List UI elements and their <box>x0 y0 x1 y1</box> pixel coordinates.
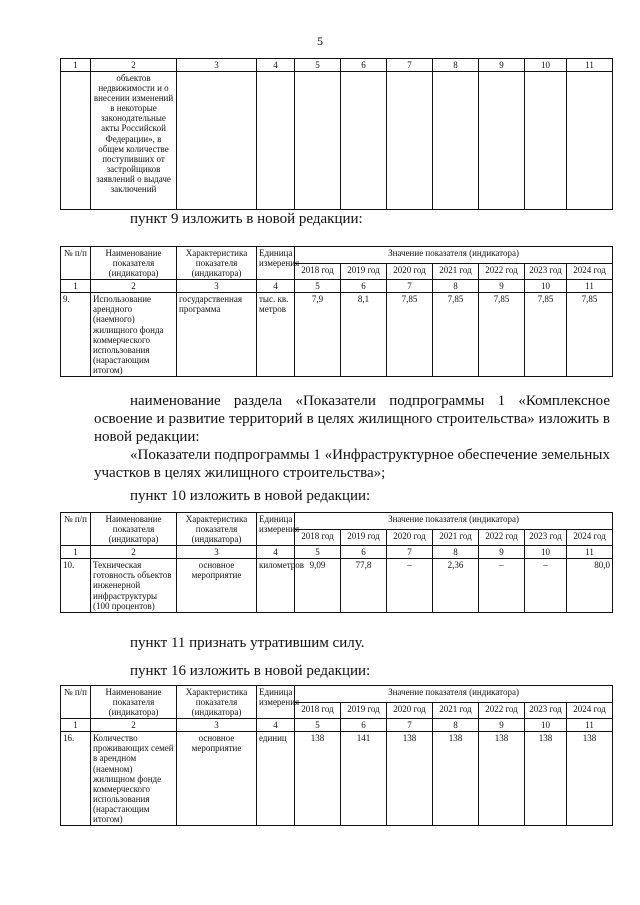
col-num: 3 <box>177 59 257 72</box>
header-year: 2021 год <box>433 529 479 546</box>
header-unit: Единица измерения <box>257 247 295 280</box>
col-num: 8 <box>433 280 479 293</box>
table-p9 <box>60 246 612 377</box>
col-num: 11 <box>567 719 613 732</box>
table-row <box>61 559 613 612</box>
value-cell: 2,36 <box>433 559 479 612</box>
indicator-characteristic: основное мероприятие <box>177 732 257 826</box>
value-cell: – <box>387 559 433 612</box>
header-year: 2022 год <box>479 702 525 719</box>
col-num: 2 <box>91 280 177 293</box>
table-row <box>61 732 613 826</box>
value-cell: 7,85 <box>433 293 479 377</box>
value-cell: 9,09 <box>295 559 341 612</box>
col-num: 1 <box>61 59 91 72</box>
paragraph-section-new-title: «Показатели подпрограммы 1 «Инфраструктурное обеспечение земельных участков в целях жилищного строительства»; <box>94 447 610 481</box>
header-year: 2019 год <box>341 702 387 719</box>
value-cell: 7,9 <box>295 293 341 377</box>
header-characteristic: Характеристика показателя (индикатора) <box>177 513 257 546</box>
indicator-unit: единиц <box>257 732 295 826</box>
col-num: 7 <box>387 59 433 72</box>
header-value-group: Значение показателя (индикатора) <box>295 513 613 530</box>
value-cell: 7,85 <box>525 293 567 377</box>
indicator-name: объектов недвижимости и о внесении изменений в некоторые законодательные акты Российской Федерации», в общем количестве поступивших от застройщиков заявлений о выдаче заключений <box>91 72 177 210</box>
page-number: 5 <box>317 34 323 48</box>
col-num: 6 <box>341 280 387 293</box>
header-year: 2019 год <box>341 529 387 546</box>
header-no: № п/п <box>61 686 91 719</box>
row-no: 9. <box>61 293 91 377</box>
value-cell: 7,85 <box>567 293 613 377</box>
col-num: 8 <box>433 59 479 72</box>
indicator-characteristic: основное мероприятие <box>177 559 257 612</box>
header-characteristic: Характеристика показателя (индикатора) <box>177 686 257 719</box>
header-year: 2018 год <box>295 263 341 280</box>
header-characteristic: Характеристика показателя (индикатора) <box>177 247 257 280</box>
col-num: 7 <box>387 719 433 732</box>
table-p16 <box>60 685 612 826</box>
indicator-name: Использование арендного (наемного) жилищного фонда коммерческого использования (нарастающим итогом) <box>91 293 177 377</box>
col-num: 4 <box>257 280 295 293</box>
row-no: 10. <box>61 559 91 612</box>
header-year: 2023 год <box>525 529 567 546</box>
indicator-name: Количество проживающих семей в арендном (наемном) жилищном фонде коммерческого использования (нарастающим итогом) <box>91 732 177 826</box>
col-num: 4 <box>257 59 295 72</box>
col-num: 6 <box>341 59 387 72</box>
value-cell: 138 <box>567 732 613 826</box>
table-p10 <box>60 512 612 613</box>
header-value-group: Значение показателя (индикатора) <box>295 247 613 264</box>
header-year: 2020 год <box>387 702 433 719</box>
header-year: 2018 год <box>295 529 341 546</box>
header-year: 2024 год <box>567 529 613 546</box>
col-num: 1 <box>61 546 91 559</box>
col-num: 5 <box>295 59 341 72</box>
value-cell: 77,8 <box>341 559 387 612</box>
column-number-row <box>61 59 613 72</box>
value-cell: 7,85 <box>479 293 525 377</box>
header-year: 2023 год <box>525 702 567 719</box>
value-cell: 138 <box>387 732 433 826</box>
col-num: 8 <box>433 719 479 732</box>
col-num: 5 <box>295 719 341 732</box>
col-num: 5 <box>295 280 341 293</box>
value-cell: 80,0 <box>567 559 613 612</box>
value-cell: 141 <box>341 732 387 826</box>
col-num: 10 <box>525 280 567 293</box>
col-num: 6 <box>341 546 387 559</box>
header-year: 2024 год <box>567 702 613 719</box>
paragraph-p11: пункт 11 признать утратившим силу. <box>130 635 365 651</box>
table-row <box>61 293 613 377</box>
col-num: 9 <box>479 280 525 293</box>
col-num: 10 <box>525 719 567 732</box>
paragraph-section-title: наименование раздела «Показатели подпрограммы 1 «Комплексное освоение и развитие территорий в целях жилищного строительства» изложить в новой редакции: <box>94 393 610 445</box>
header-year: 2023 год <box>525 263 567 280</box>
col-num: 6 <box>341 719 387 732</box>
table-row <box>61 72 613 210</box>
col-num: 3 <box>177 546 257 559</box>
header-year: 2020 год <box>387 263 433 280</box>
header-year: 2021 год <box>433 702 479 719</box>
col-num: 5 <box>295 546 341 559</box>
header-year: 2022 год <box>479 263 525 280</box>
col-num: 11 <box>567 59 613 72</box>
col-num: 7 <box>387 280 433 293</box>
header-year: 2020 год <box>387 529 433 546</box>
col-num: 2 <box>91 719 177 732</box>
header-year: 2022 год <box>479 529 525 546</box>
value-cell: – <box>479 559 525 612</box>
col-num: 8 <box>433 546 479 559</box>
value-cell: 138 <box>433 732 479 826</box>
col-num: 4 <box>257 546 295 559</box>
col-num: 11 <box>567 546 613 559</box>
value-cell: 138 <box>479 732 525 826</box>
header-value-group: Значение показателя (индикатора) <box>295 686 613 703</box>
col-num: 10 <box>525 59 567 72</box>
paragraph-p10: пункт 10 изложить в новой редакции: <box>130 488 371 504</box>
header-year: 2024 год <box>567 263 613 280</box>
header-name: Наименование показателя (индикатора) <box>91 513 177 546</box>
col-num: 9 <box>479 546 525 559</box>
header-unit: Единица измерения <box>257 686 295 719</box>
col-num: 10 <box>525 546 567 559</box>
header-name: Наименование показателя (индикатора) <box>91 686 177 719</box>
col-num: 11 <box>567 280 613 293</box>
value-cell: 138 <box>295 732 341 826</box>
header-no: № п/п <box>61 513 91 546</box>
header-year: 2018 год <box>295 702 341 719</box>
col-num: 2 <box>91 546 177 559</box>
indicator-unit: тыс. кв. метров <box>257 293 295 377</box>
col-num: 9 <box>479 59 525 72</box>
col-num: 2 <box>91 59 177 72</box>
col-num: 7 <box>387 546 433 559</box>
header-unit: Единица измерения <box>257 513 295 546</box>
value-cell: 138 <box>525 732 567 826</box>
value-cell: 8,1 <box>341 293 387 377</box>
header-no: № п/п <box>61 247 91 280</box>
indicator-name: Техническая готовность объектов инженерной инфраструктуры (100 процентов) <box>91 559 177 612</box>
col-num: 3 <box>177 280 257 293</box>
col-num: 1 <box>61 280 91 293</box>
paragraph-p16: пункт 16 изложить в новой редакции: <box>130 663 371 679</box>
value-cell: 7,85 <box>387 293 433 377</box>
continuation-table <box>60 58 612 210</box>
header-year: 2021 год <box>433 263 479 280</box>
header-name: Наименование показателя (индикатора) <box>91 247 177 280</box>
value-cell: – <box>525 559 567 612</box>
row-no: 16. <box>61 732 91 826</box>
col-num: 3 <box>177 719 257 732</box>
col-num: 4 <box>257 719 295 732</box>
col-num: 1 <box>61 719 91 732</box>
col-num: 9 <box>479 719 525 732</box>
header-year: 2019 год <box>341 263 387 280</box>
indicator-characteristic: государственная программа <box>177 293 257 377</box>
indicator-unit: километров <box>257 559 295 612</box>
paragraph-p9: пункт 9 изложить в новой редакции: <box>130 211 363 227</box>
